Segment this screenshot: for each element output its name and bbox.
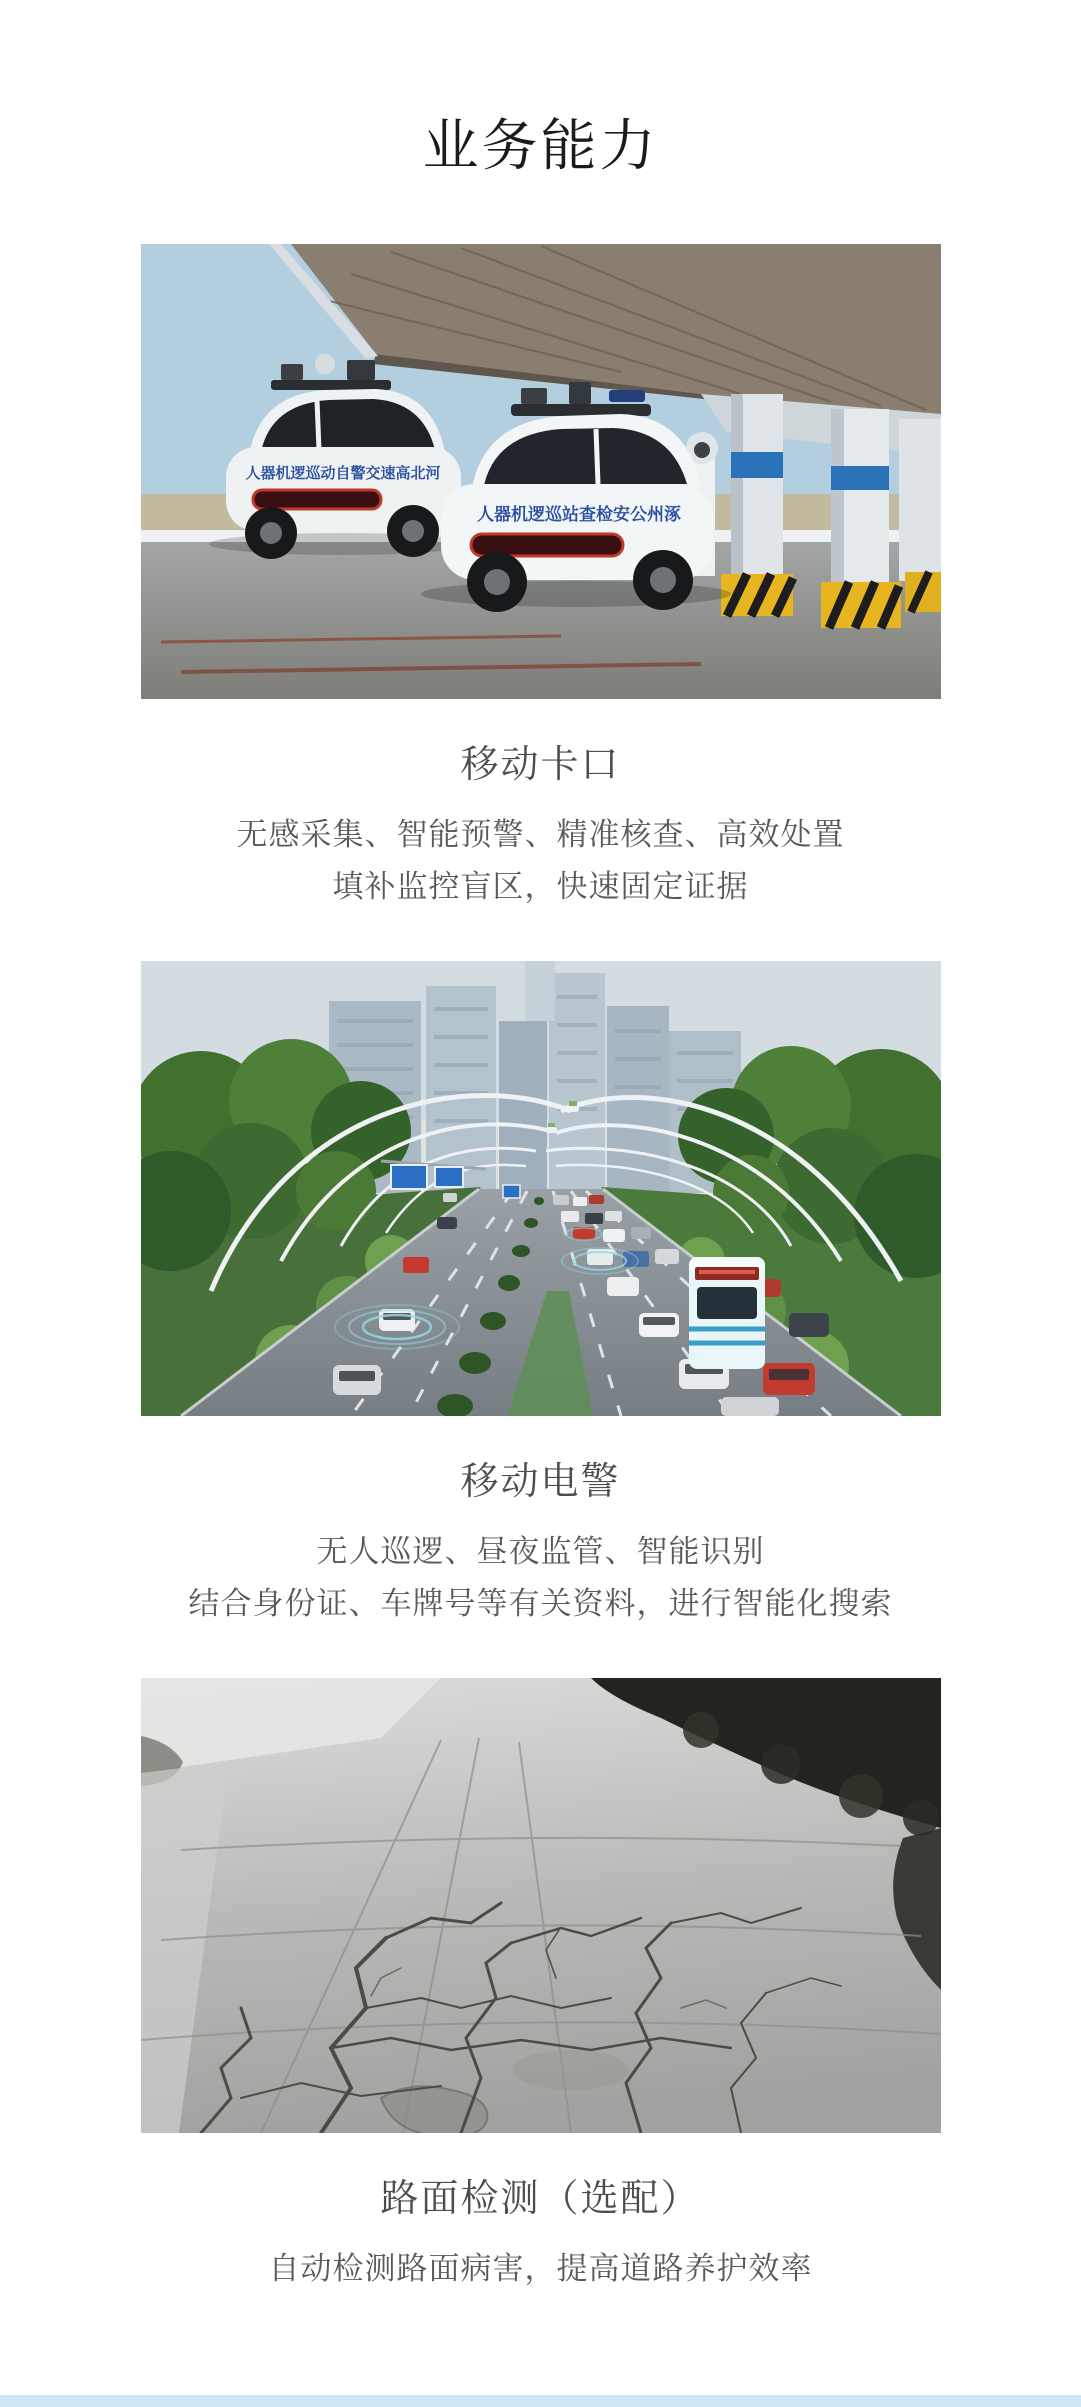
image-mobile-epolice	[141, 961, 941, 1416]
footer-accent-bar	[0, 2395, 1081, 2407]
section-title-road-detection: 路面检测（选配）	[380, 2178, 701, 2220]
section-desc-mobile-epolice	[0, 1526, 1081, 1630]
vehicle-side-text-left: 人器机逻巡动自警交速高北河	[244, 465, 441, 482]
section-desc-mobile-checkpoint	[0, 809, 1081, 913]
page-title: 业务能力	[422, 114, 659, 177]
vehicle-side-text-right: 人器机逻巡站查检安公州涿	[476, 505, 681, 524]
desc-line: 自动检测路面病害，提高道路养护效率	[268, 2251, 813, 2286]
desc-line: 结合身份证、车牌号等有关资料，进行智能化搜索	[188, 1586, 893, 1621]
desc-line: 无感采集、智能预警、精准核查、高效处置	[236, 817, 845, 852]
section-mobile-checkpoint	[0, 244, 1081, 913]
bottom-spacer	[0, 2295, 1081, 2395]
desc-line: 无人巡逻、昼夜监管、智能识别	[316, 1534, 765, 1569]
bus	[689, 1257, 765, 1369]
desc-line: 填补监控盲区，快速固定证据	[332, 869, 749, 904]
section-mobile-epolice	[0, 961, 1081, 1630]
toll-columns	[731, 394, 941, 589]
section-road-detection	[0, 1678, 1081, 2295]
image-road-detection	[141, 1678, 941, 2133]
image-mobile-checkpoint	[141, 244, 941, 699]
cracked-pavement-photo	[141, 1678, 941, 2133]
city-traffic-photo	[141, 961, 941, 1416]
section-title-mobile-checkpoint: 移动卡口	[460, 744, 621, 786]
section-desc-road-detection	[0, 2243, 1081, 2295]
section-title-mobile-epolice: 移动电警	[460, 1461, 621, 1503]
toll-station-photo	[141, 244, 941, 699]
